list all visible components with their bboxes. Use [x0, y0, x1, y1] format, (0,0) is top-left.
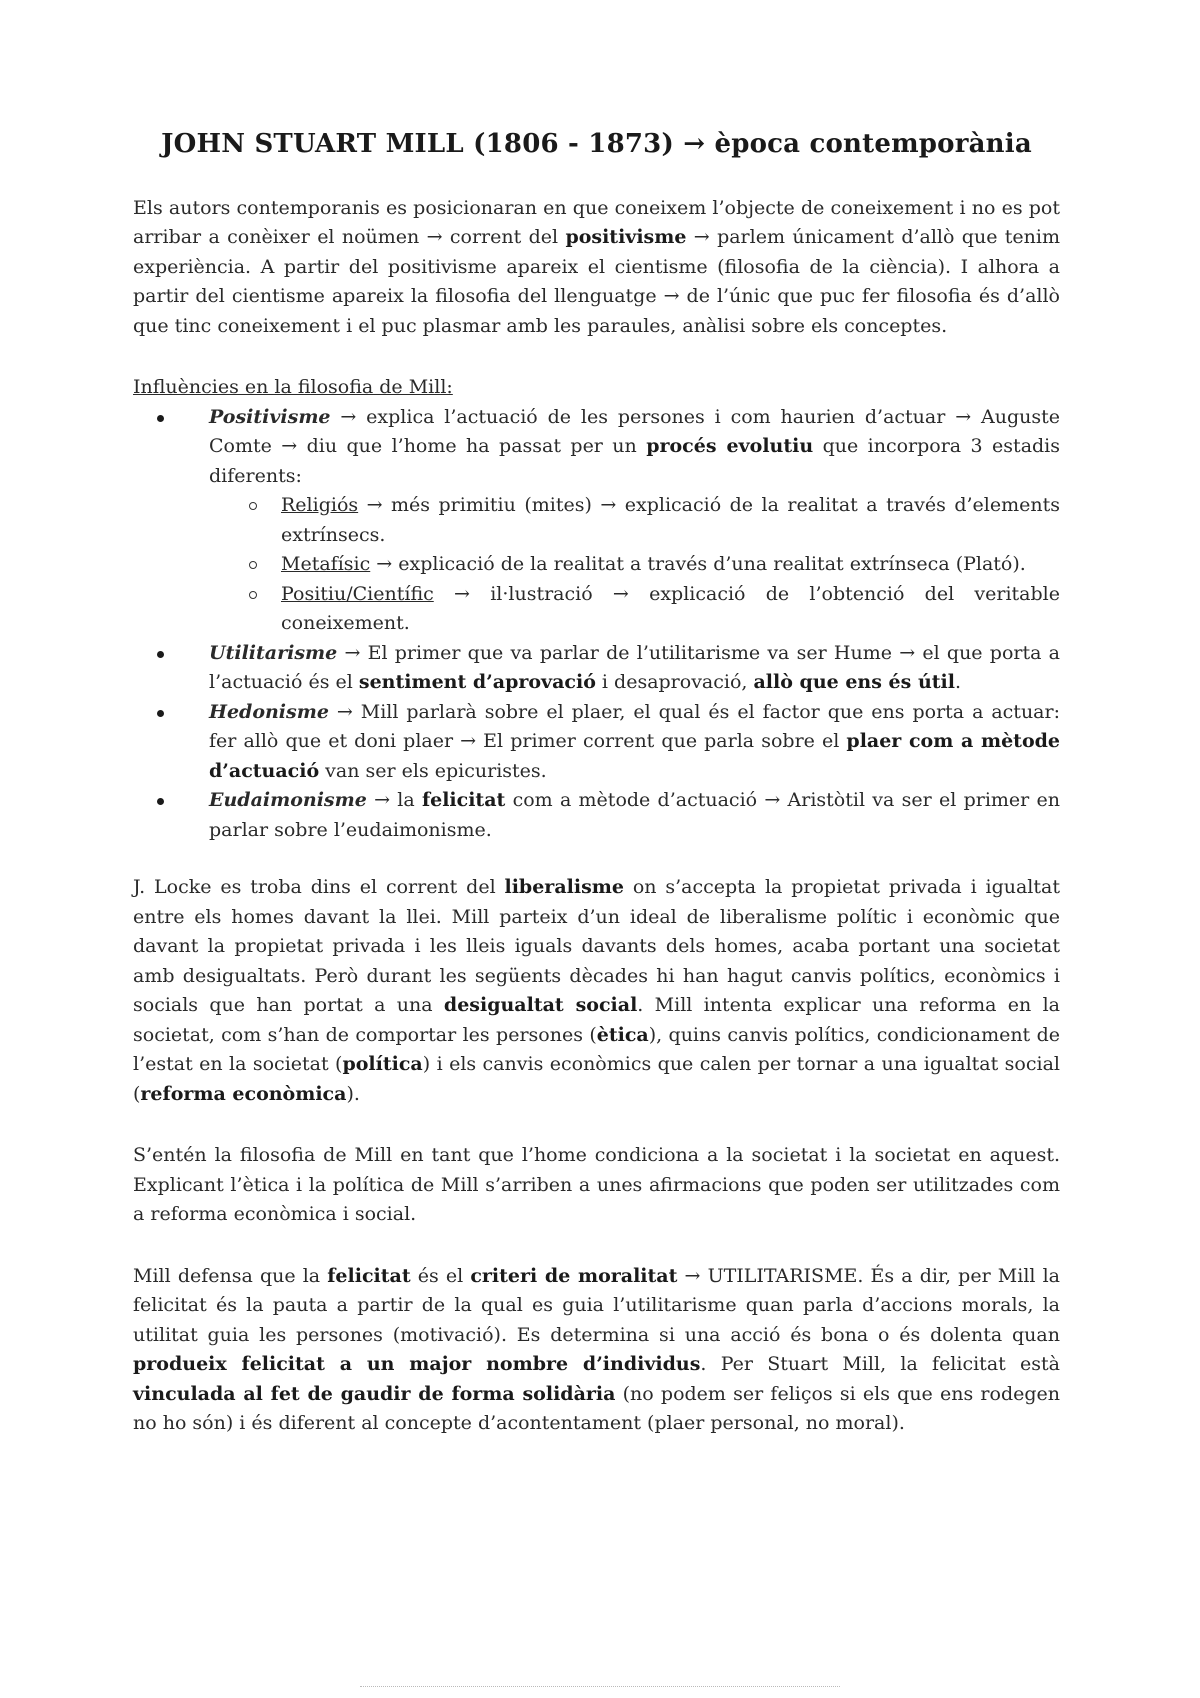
intro-bold-positivisme: positivisme	[565, 226, 687, 248]
utilitarisme-text-3: .	[954, 671, 962, 693]
felicitat-bold: vinculada al fet de gaudir de forma solidària	[133, 1382, 616, 1405]
positivisme-bold: procés evolutiu	[646, 435, 814, 457]
stage-text: → més primitiu (mites) → explicació de la realitat a través d’elements extrínsecs.	[281, 494, 1060, 546]
document-page	[133, 130, 1060, 1471]
influences-heading: Influències en la filosofia de Mill:	[133, 376, 453, 398]
society-paragraph: S’entén la filosofia de Mill en tant que l’home condiciona a la societat i la societat en aquest. Explicant l’ètica i la política de Mill s’arriben a unes afirmacions que poden ser utilitzades com a reforma econòmica i social.	[133, 1144, 1060, 1225]
eudaimonisme-text-1: → la	[366, 789, 422, 811]
intro-text-2: → parlem únicament d’allò que tenim experiència. A partir del positivisme apareix el cientisme (filosofia de la ciència). I alhora a partir del cientisme apareix la filosofia del llenguatge → de l’únic que puc fer filosofia és d’allò que tinc coneixement i el puc plasmar amb les paraules, anàlisi sobre els conceptes.	[133, 226, 1060, 337]
stage-name: Metafísic	[281, 553, 371, 575]
hedonisme-bold: plaer com a mètode d’actuació	[209, 730, 1060, 782]
stages-list	[209, 491, 1060, 639]
felicitat-text: → UTILITARISME. És a dir, per Mill la felicitat és la pauta a partir de la qual es guia l’utilitarisme quan parla d’accions morals, la utilitat guia les persones (motivació). Es determina si una acció és bona o és dolenta quan	[133, 1264, 1060, 1346]
felicitat-bold: produeix felicitat a un major nombre d’individus	[133, 1353, 701, 1375]
list-item-hedonisme	[209, 698, 1060, 787]
influences-list	[133, 403, 1060, 846]
term-eudaimonisme: Eudaimonisme	[209, 789, 367, 811]
term-utilitarisme: Utilitarisme	[209, 641, 338, 664]
locke-text: . Mill intenta explicar una reforma en la societat, com s’han de comportar les persones (	[133, 994, 1060, 1046]
felicitat-bold: felicitat	[327, 1264, 411, 1287]
term-hedonisme: Hedonisme	[209, 700, 329, 723]
felicitat-text: Mill defensa que la	[133, 1264, 328, 1287]
stage-text: → explicació de la realitat a través d’una realitat extrínseca (Plató).	[370, 553, 1026, 575]
locke-text: ), quins canvis polítics, condicionament de l’estat en la societat (	[133, 1023, 1060, 1075]
locke-bold: desigualtat social	[443, 994, 638, 1016]
locke-bold: liberalisme	[504, 876, 624, 898]
positivisme-text-1: → explica l’actuació de les persones i com haurien d’actuar → Auguste Comte → diu que l’home ha passat per un	[209, 405, 1060, 457]
stage-text: → il·lustració → explicació de l’obtenció del veritable coneixement.	[281, 582, 1060, 634]
locke-text: ).	[346, 1082, 360, 1105]
felicitat-text: . Per Stuart Mill, la felicitat està	[700, 1353, 1060, 1375]
locke-paragraph	[133, 873, 1060, 1109]
list-item-utilitarisme	[209, 639, 1060, 698]
locke-bold: reforma econòmica	[140, 1082, 347, 1105]
locke-text: ) i els canvis econòmics que calen per tornar a una igualtat social (	[133, 1053, 1060, 1105]
stage-religios	[281, 491, 1060, 550]
intro-paragraph	[133, 194, 1060, 342]
eudaimonisme-bold: felicitat	[421, 789, 506, 811]
list-item-eudaimonisme	[209, 786, 1060, 845]
intro-text-1: Els autors contemporanis es posicionaran en que coneixem l’objecte de coneixement i no es pot arribar a conèixer el noümen → corrent del	[133, 196, 1060, 248]
locke-text: on s’accepta la propietat privada i igualtat entre els homes davant la llei. Mill parteix d’un ideal de liberalisme polític i econòmic que davant la propietat privada i les lleis iguals davants dels homes, acaba portant una societat amb desigualtats. Però durant les següents dècades hi han hagut canvis polítics, econòmics i socials que han portat a una	[133, 876, 1060, 1016]
felicitat-paragraph	[133, 1262, 1060, 1439]
utilitarisme-bold-2: allò que ens és útil	[753, 671, 955, 693]
felicitat-text: és el	[410, 1264, 471, 1287]
hedonisme-text-2: van ser els epicuristes.	[319, 759, 547, 782]
stage-positiu-cientific	[281, 580, 1060, 639]
felicitat-text: (no podem ser feliços si els que ens rodegen no ho són) i és diferent al concepte d’acontentament (plaer personal, no moral).	[133, 1382, 1060, 1434]
locke-bold: ètica	[596, 1023, 649, 1046]
stage-name: Positiu/Científic	[281, 582, 434, 605]
stage-metafisic	[281, 550, 1060, 580]
positivisme-text-2: que incorpora 3 estadis diferents:	[209, 435, 1061, 487]
stage-name: Religiós	[281, 494, 359, 516]
footer-watermark-line	[360, 1686, 840, 1691]
locke-text: J. Locke es troba dins el corrent del	[133, 876, 505, 898]
utilitarisme-text-1: → El primer que va parlar de l’utilitarisme va ser Hume → el que porta a l’actuació és el	[209, 641, 1060, 693]
term-positivisme: Positivisme	[209, 405, 331, 428]
list-item-positivisme	[209, 403, 1060, 639]
felicitat-bold: criteri de moralitat	[470, 1264, 678, 1287]
utilitarisme-bold-1: sentiment d’aprovació	[358, 671, 596, 693]
hedonisme-text-1: → Mill parlarà sobre el plaer, el qual és el factor que ens porta a actuar: fer allò que et doni plaer → El primer corrent que parla sobre el	[209, 700, 1060, 752]
locke-bold: política	[342, 1053, 423, 1075]
eudaimonisme-text-2: com a mètode d’actuació → Aristòtil va ser el primer en parlar sobre l’eudaimonisme.	[209, 789, 1060, 841]
utilitarisme-text-2: i desaprovació,	[595, 671, 754, 693]
page-title: JOHN STUART MILL (1806 - 1873) → època contemporània	[161, 129, 1032, 159]
